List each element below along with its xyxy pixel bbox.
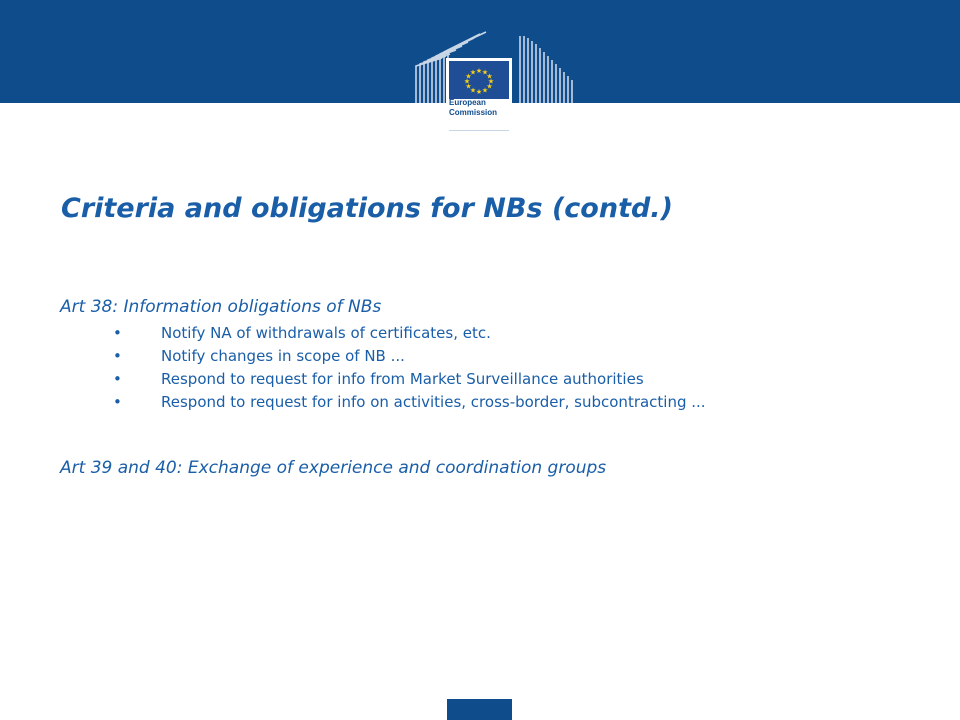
bullet-icon: • xyxy=(113,347,122,365)
svg-text:★: ★ xyxy=(465,72,472,81)
logo-wordmark xyxy=(449,98,511,118)
footer-tab xyxy=(447,699,512,720)
bullet-icon: • xyxy=(113,393,122,411)
slide-title: Criteria and obligations for NBs (contd.) xyxy=(61,193,673,224)
bullet-text: Notify NA of withdrawals of certificates, etc. xyxy=(161,324,491,342)
bullet-text: Respond to request for info from Market Surveillance authorities xyxy=(161,370,644,388)
svg-text:★: ★ xyxy=(469,68,477,77)
section-heading-art39-40: Art 39 and 40: Exchange of experience and coordination groups xyxy=(60,458,607,478)
svg-text:★: ★ xyxy=(486,82,493,91)
svg-text:★: ★ xyxy=(486,72,493,81)
svg-text:★: ★ xyxy=(463,77,471,86)
bullet-text: Respond to request for info on activities, cross-border, subcontracting ... xyxy=(161,393,706,411)
bullet-icon: • xyxy=(113,370,122,388)
svg-text:★: ★ xyxy=(487,77,495,86)
svg-text:★: ★ xyxy=(475,88,483,96)
svg-text:★: ★ xyxy=(475,67,483,75)
european-commission-logo xyxy=(412,28,580,138)
bullet-icon: • xyxy=(113,324,122,342)
section-heading-art38: Art 38: Information obligations of NBs xyxy=(60,297,382,317)
commission-building-icon xyxy=(412,28,580,138)
svg-text:★: ★ xyxy=(481,86,489,95)
bullet-text: Notify changes in scope of NB ... xyxy=(161,347,405,365)
svg-text:★: ★ xyxy=(465,82,472,91)
svg-text:★: ★ xyxy=(481,68,489,77)
svg-text:★: ★ xyxy=(469,86,477,95)
logo-line-1: European xyxy=(449,98,486,107)
logo-line-2: Commission xyxy=(449,108,498,117)
